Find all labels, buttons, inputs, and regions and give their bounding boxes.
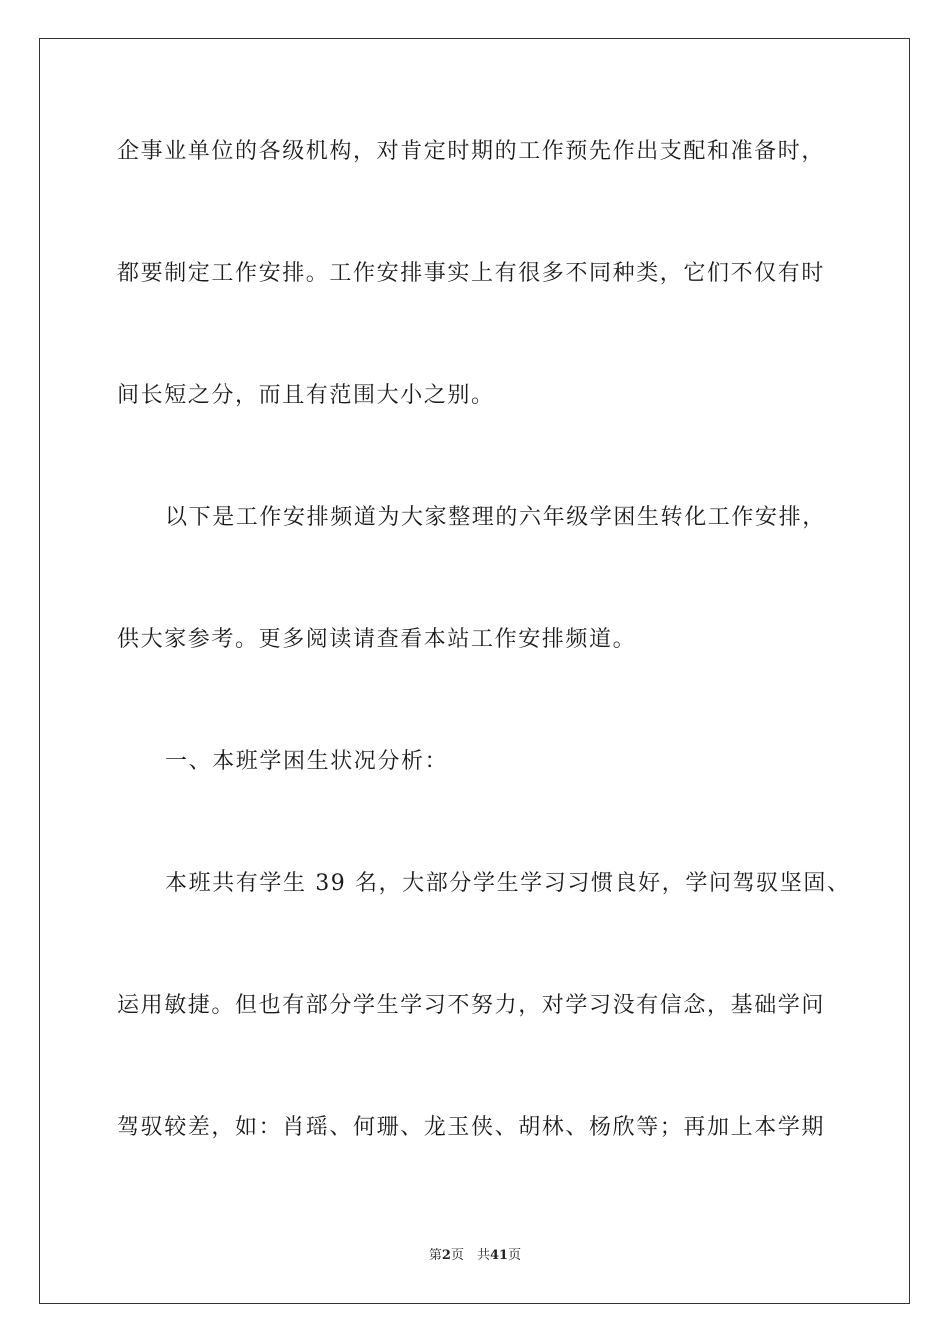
current-page-number: 2 [441, 1248, 451, 1263]
body-text-line: 间长短之分，而且有范围大小之别。 [117, 383, 495, 408]
section-heading: 一、本班学困生状况分析： [165, 749, 449, 774]
body-text-line: 运用敏捷。但也有部分学生学习不努力，对学习没有信念，基础学问 [117, 993, 826, 1018]
body-text-line: 企事业单位的各级机构，对肯定时期的工作预先作出支配和准备时， [117, 139, 826, 164]
body-text-line: 本班共有学生 39 名，大部分学生学习习惯良好，学问驾驭坚固、 [165, 871, 851, 896]
body-text-line: 供大家参考。更多阅读请查看本站工作安排频道。 [117, 627, 637, 652]
total-pages-number: 41 [489, 1248, 509, 1263]
page-footer [0, 1247, 950, 1265]
body-text-line: 都要制定工作安排。工作安排事实上有很多不同种类，它们不仅有时 [117, 261, 826, 286]
page-number-prefix: 第 [428, 1248, 442, 1263]
page-number-mid: 页 共 [450, 1248, 490, 1263]
body-text-line: 驾驭较差，如：肖瑶、何珊、龙玉侠、胡林、杨欣等；再加上本学期 [117, 1115, 826, 1140]
body-text-line: 以下是工作安排频道为大家整理的六年级学困生转化工作安排， [165, 505, 826, 530]
page-number-suffix: 页 [508, 1248, 522, 1263]
